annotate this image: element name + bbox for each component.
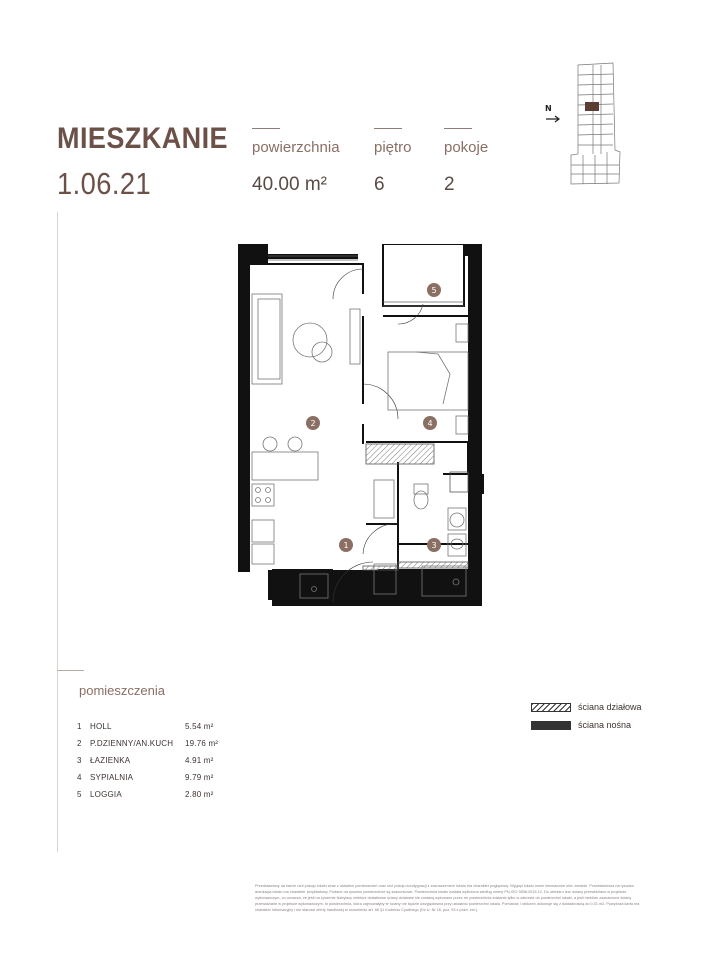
rooms-heading: pomieszczenia [79,683,165,698]
svg-text:5: 5 [431,286,437,295]
room-row [77,718,227,735]
solid-swatch-icon [531,721,571,730]
room-area: 19.76 m² [185,739,219,748]
key-plan [543,60,623,190]
page-title: MIESZKANIE [57,122,229,155]
room-marker [423,416,437,430]
svg-text:1: 1 [343,541,349,550]
north-arrow-icon [546,116,559,122]
room-row [77,769,227,786]
legend-load-bearing [531,716,642,734]
apartment-highlight [585,102,599,111]
room-number: 2 [77,739,82,748]
room-marker [306,416,320,430]
room-marker [427,538,441,552]
stat-area-value: 40.00 m² [252,174,327,195]
stat-floor [374,128,412,196]
room-area: 2.80 m² [185,790,214,799]
north-label: N [545,104,552,113]
stat-rooms [444,128,488,196]
stat-rule [252,128,280,129]
room-marker [427,283,441,297]
stat-rule [444,128,472,129]
svg-text:2: 2 [310,419,316,428]
vertical-divider [57,212,58,852]
room-number: 5 [77,790,82,799]
room-row [77,735,227,752]
stat-floor-value: 6 [374,174,385,195]
svg-text:4: 4 [427,419,433,428]
room-number: 3 [77,756,82,765]
room-number: 1 [77,722,82,731]
stat-rooms-value: 2 [444,174,455,195]
floor-plan [238,244,486,610]
legend-partition [531,698,642,716]
room-row [77,752,227,769]
room-number: 4 [77,773,82,782]
stat-floor-label: piętro [374,139,412,156]
room-name: HOLL [90,722,112,731]
svg-text:3: 3 [431,541,437,550]
stat-area-label: powierzchnia [252,139,340,156]
stat-rooms-label: pokoje [444,139,489,156]
room-area: 4.91 m² [185,756,214,765]
stat-area [252,128,340,196]
legend-load-bearing-label: ściana nośna [578,720,632,730]
section-rule [57,670,84,671]
legend-partition-label: ściana działowa [578,702,642,712]
room-area: 9.79 m² [185,773,214,782]
apartment-number: 1.06.21 [57,166,152,201]
room-marker [339,538,353,552]
room-area: 5.54 m² [185,722,214,731]
room-name: ŁAZIENKA [90,756,131,765]
room-name: SYPIALNIA [90,773,134,782]
room-name: P.DZIENNY/AN.KUCH [90,739,174,748]
room-name: LOGGIA [90,790,122,799]
wall-legend [531,698,642,734]
rooms-list [77,718,227,803]
stat-rule [374,128,402,129]
disclaimer-text: Przedstawiony na karcie rzut pokoju lokalu wraz z układem pomieszczeń oraz rzut pokoju kondygnacji z zaznaczeniem lokalu ma charakter poglądowy. Wygląd lokalu może nieznacznie ulec zmianie. Przedstawiona na rysunku aranżacja lokalu ma charakter przykładowy. Podane na rysunku powierzchnie są szacunkowe. Powierzchnia lokalu została wyliczona według normy PN-ISO 9836:2015-12. Do obmiaru tzw. ściany przewidziano w projekcie wykonawczym, co oznacza, że jeśli na życzenie Nabywcy niektóre dodatkowe ściany działowe nie zostaną wykonane przez rm powierzchnia zostanie tylko w zakresie do powierzchni lokalu, a jeśli niektóre zaznaczone ściany przewidziane w projekcie wykonawczym, to powierzchnia, która zajmowałyby te ściany nie będzie uwzględniona przy ustalaniu powierzchni lokalu. Pomiarów i obliczeń dokonuje się z dokładnością do 0,01 m2. Powyższa karta ma charakter informacyjny i nie stanowi oferty handlowej w rozumieniu art. 66 §1 Kodeksu Cywilnego (Dz.U. Nr 16, poz. 93 z późn. zm.). [255,884,640,912]
room-row [77,786,227,803]
hatch-swatch-icon [531,703,571,712]
